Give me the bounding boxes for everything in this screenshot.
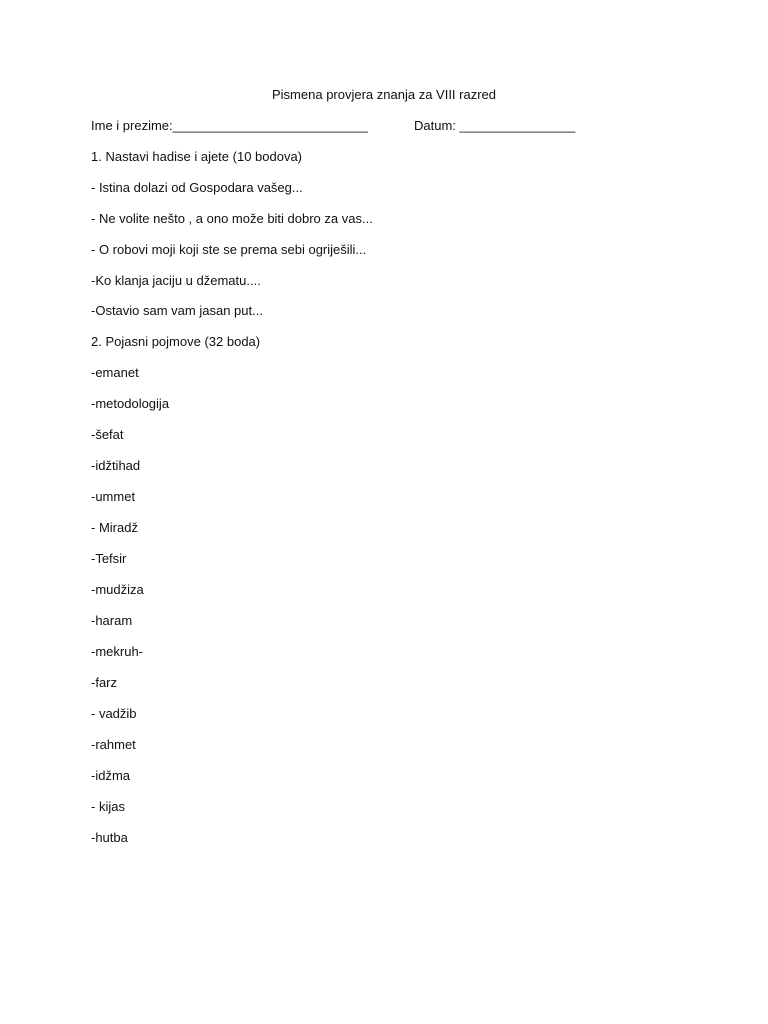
term-item: -idžtihad <box>91 458 141 473</box>
hadith-item: - Istina dolazi od Gospodara vašeg... <box>91 180 303 195</box>
term-item: -ummet <box>91 489 136 504</box>
term-item: -rahmet <box>91 737 136 752</box>
hadith-item: -Ostavio sam vam jasan put... <box>91 303 263 318</box>
hadith-item: - Ne volite nešto , a ono može biti dobro za vas... <box>91 211 373 226</box>
term-item: -šefat <box>91 427 124 442</box>
term-item: -haram <box>91 613 133 628</box>
term-item: -idžma <box>91 768 131 783</box>
term-item: -metodologija <box>91 396 170 411</box>
section-2-heading: 2. Pojasni pojmove (32 boda) <box>91 334 261 349</box>
section-1-heading: 1. Nastavi hadise i ajete (10 bodova) <box>91 149 303 164</box>
date-field: Datum: ________________ <box>414 118 576 133</box>
term-item: -Tefsir <box>91 551 127 566</box>
name-field: Ime i prezime:___________________________ <box>91 118 368 133</box>
document-title: Pismena provjera znanja za VIII razred <box>272 87 496 102</box>
term-item: - vadžib <box>91 706 137 721</box>
term-item: -emanet <box>91 365 139 380</box>
term-item: -mekruh- <box>91 644 144 659</box>
hadith-item: -Ko klanja jaciju u džematu.... <box>91 273 261 288</box>
term-item: - Miradž <box>91 520 138 535</box>
term-item: -hutba <box>91 830 128 845</box>
term-item: -farz <box>91 675 117 690</box>
term-item: -mudžiza <box>91 582 144 597</box>
hadith-item: - O robovi moji koji ste se prema sebi ogriješili... <box>91 242 367 257</box>
term-item: - kijas <box>91 799 125 814</box>
